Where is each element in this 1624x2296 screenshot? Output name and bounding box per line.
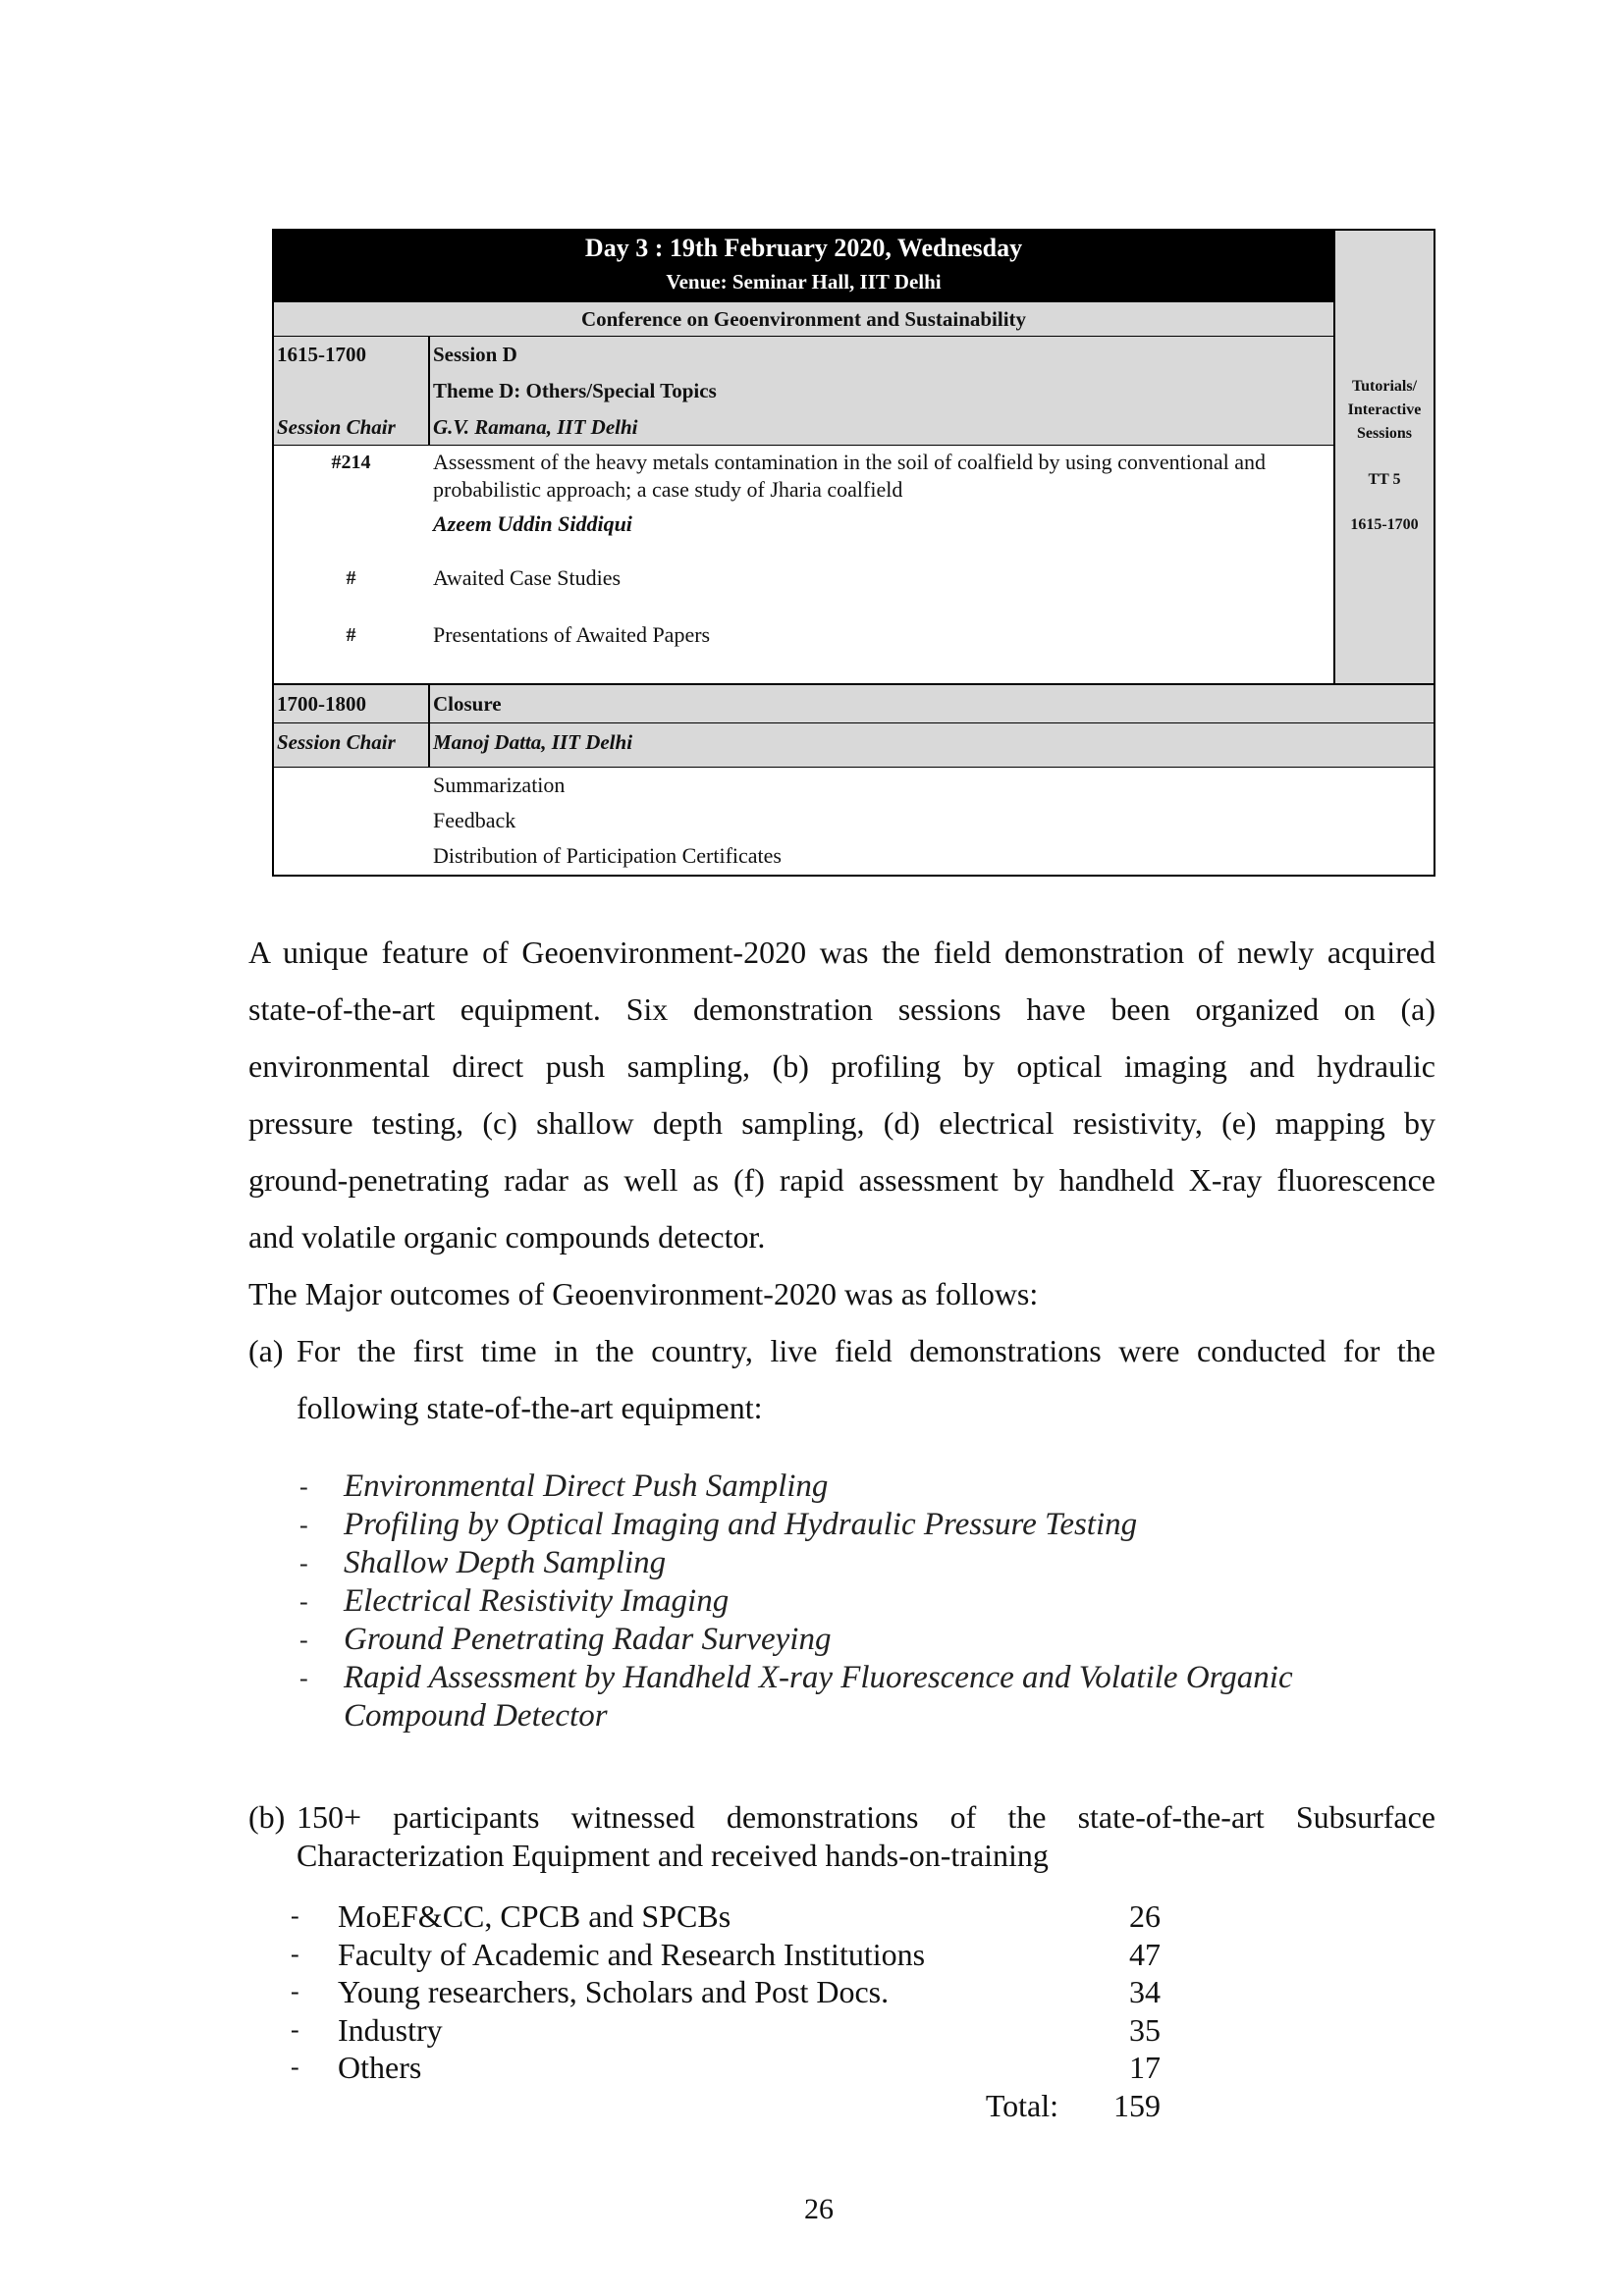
paragraph-line: pressure testing, (c) shallow depth sampling, (d) electrical resistivity, (e) mapping by (248, 1105, 1435, 1141)
closure-chair-row (274, 723, 1434, 768)
outcomes-heading: The Major outcomes of Geoenvironment-2020 was as follows: (248, 1276, 1039, 1311)
list-item (299, 1544, 1365, 1582)
closure-block (274, 683, 1434, 875)
tutorials-label-line: Sessions (1356, 425, 1413, 442)
list-item (299, 1621, 1365, 1659)
equipment-name: Electrical Resistivity Imaging (344, 1583, 730, 1619)
list-bullet: - (299, 1664, 308, 1692)
closure-time: 1700-1800 (277, 692, 366, 716)
participant-count: 34 (1129, 1974, 1161, 2009)
closure-chair-label: Session Chair (277, 730, 396, 754)
tutorial-code: TT 5 (1368, 471, 1401, 488)
outcome-b-line: 150+ participants witnessed demonstrations of the state-of-the-art Subsurface (297, 1799, 1435, 1835)
participant-count: 35 (1129, 2011, 1161, 2048)
list-item (291, 2011, 1161, 2050)
equipment-list (299, 1468, 1435, 1735)
list-bullet: - (299, 1511, 308, 1539)
participant-count: 47 (1129, 1936, 1161, 1972)
column-divider (428, 683, 430, 768)
outcome-a-text (297, 1322, 1435, 1436)
schedule-table (272, 229, 1435, 877)
list-bullet: - (291, 2014, 299, 2044)
list-item (299, 1468, 1365, 1506)
participant-count: 26 (1129, 1898, 1161, 1934)
paper-title: Presentations of Awaited Papers (433, 622, 711, 647)
venue: Venue: Seminar Hall, IIT Delhi (666, 270, 942, 294)
list-item (291, 1936, 1161, 1974)
tutorial-time: 1615-1700 (1350, 516, 1419, 533)
outcome-a-label: (a) (248, 1333, 284, 1368)
conference-title: Conference on Geoenvironment and Sustainability (274, 302, 1333, 337)
paper-id: # (346, 624, 356, 646)
paragraph-line: ground-penetrating radar as well as (f) rapid assessment by handheld X-ray fluorescence (248, 1162, 1435, 1198)
list-item (299, 1582, 1365, 1621)
list-bullet: - (299, 1549, 308, 1577)
intro-paragraph (248, 924, 1435, 1436)
outcome-b-text (297, 1798, 1435, 1875)
paper-id: # (346, 567, 356, 589)
session-theme: Theme D: Others/Special Topics (433, 379, 717, 402)
list-bullet: - (291, 1939, 299, 1968)
outcome-a (248, 1322, 1435, 1436)
list-item (299, 1659, 1365, 1735)
list-item (291, 1973, 1161, 2011)
paragraph-line: state-of-the-art equipment. Six demonstration sessions have been organized on (a) (248, 991, 1435, 1027)
outcome-b-label: (b) (248, 1799, 286, 1835)
paper-list (274, 446, 1333, 683)
column-divider (428, 337, 430, 445)
paragraph-line: environmental direct push sampling, (b) profiling by optical imaging and hydraulic (248, 1048, 1435, 1084)
session-chair: G.V. Ramana, IIT Delhi (433, 415, 638, 439)
equipment-name: Profiling by Optical Imaging and Hydraulic Pressure Testing (344, 1507, 1138, 1542)
equipment-name: Shallow Depth Sampling (344, 1545, 667, 1580)
list-bullet: - (291, 1977, 299, 2005)
list-bullet: - (291, 1901, 299, 1930)
page-number: 26 (804, 2193, 834, 2225)
participant-group: Young researchers, Scholars and Post Docs. (338, 1974, 890, 2009)
paper-id: #214 (331, 452, 371, 473)
list-item (299, 1506, 1365, 1544)
closure-chair: Manoj Datta, IIT Delhi (433, 730, 633, 754)
paragraph-line: A unique feature of Geoenvironment-2020 was the field demonstration of newly acquired (248, 934, 1435, 970)
tutorials-label-line: Interactive (1347, 401, 1422, 418)
equipment-name: Ground Penetrating Radar Surveying (344, 1622, 832, 1657)
day-title: Day 3 : 19th February 2020, Wednesday (584, 234, 1023, 262)
outcome-b-line: Characterization Equipment and received hands-on-training (297, 1838, 1049, 1873)
list-bullet: - (299, 1587, 308, 1616)
participants-list (291, 1897, 1161, 2124)
closure-item: Distribution of Participation Certificates (433, 843, 782, 868)
closure-row (274, 683, 1434, 723)
list-bullet: - (299, 1626, 308, 1654)
session-time: 1615-1700 (277, 343, 366, 366)
closure-title: Closure (433, 692, 502, 716)
equipment-name: Environmental Direct Push Sampling (344, 1468, 829, 1504)
list-bullet: - (291, 2053, 299, 2081)
paper-author: Azeem Uddin Siddiqui (433, 511, 632, 536)
paper-title: Assessment of the heavy metals contamination in the soil of coalfield by using conventional and probabilistic approach; a case study of Jharia coalfield (433, 450, 1267, 502)
participant-group: Faculty of Academic and Research Institutions (338, 1936, 926, 1972)
total-row (291, 2087, 1161, 2125)
total-label: Total: (985, 2087, 1058, 2123)
session-chair-label: Session Chair (277, 415, 396, 439)
paper-title: Awaited Case Studies (433, 565, 622, 590)
participant-group: Industry (338, 2011, 443, 2048)
list-item (291, 2049, 1161, 2087)
closure-item: Summarization (433, 773, 566, 797)
day-header (274, 231, 1333, 302)
participant-count: 17 (1129, 2050, 1161, 2085)
list-bullet: - (299, 1472, 308, 1501)
participant-group: Others (338, 2050, 422, 2085)
outcome-a-line: following state-of-the-art equipment: (297, 1390, 763, 1425)
session-block (274, 337, 1333, 446)
outcome-a-line: For the first time in the country, live field demonstrations were conducted for the (297, 1333, 1435, 1368)
participant-group: MoEF&CC, CPCB and SPCBs (338, 1898, 731, 1934)
equipment-name: Rapid Assessment by Handheld X-ray Fluorescence and Volatile Organic Compound Detector (344, 1660, 1293, 1734)
session-name: Session D (433, 343, 517, 366)
list-item (291, 1897, 1161, 1936)
tutorials-column (1333, 231, 1434, 683)
tutorials-label-line: Tutorials/ (1351, 378, 1418, 395)
total-value: 159 (1113, 2087, 1161, 2123)
paragraph-line: and volatile organic compounds detector. (248, 1219, 766, 1255)
closure-item: Feedback (433, 808, 516, 832)
